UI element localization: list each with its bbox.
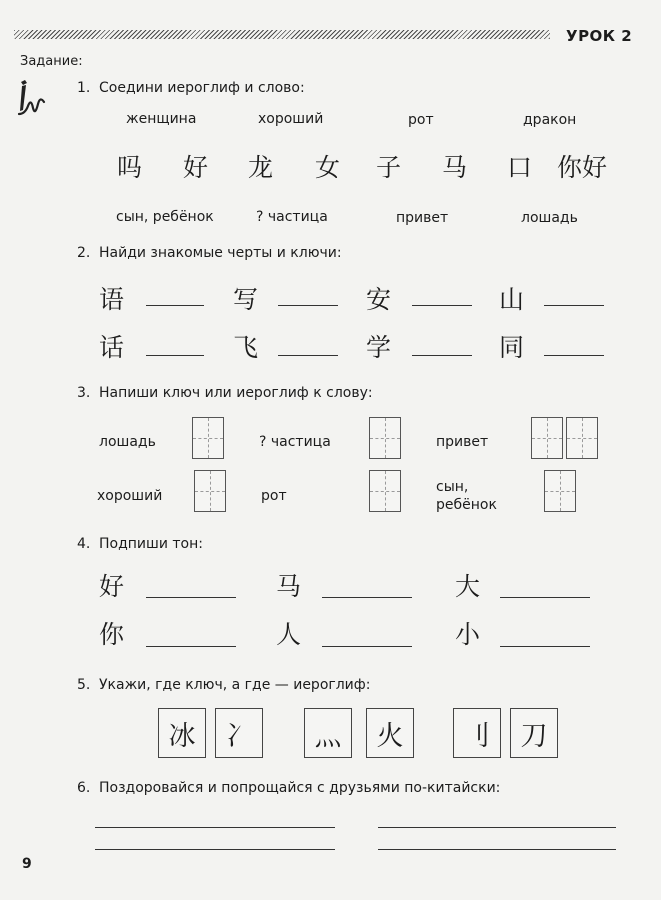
writing-cell[interactable]	[192, 417, 224, 459]
hanzi-yu: 语	[99, 285, 125, 314]
hanzi-da-tone: 大	[455, 572, 481, 601]
answer-line[interactable]	[322, 646, 412, 647]
answer-line[interactable]	[412, 305, 472, 306]
hanzi-zi: 子	[376, 153, 402, 182]
radical-box-fire[interactable]: 灬	[304, 708, 352, 758]
answer-line[interactable]	[278, 305, 338, 306]
hanzi-shan: 山	[499, 285, 525, 314]
answer-line[interactable]	[95, 827, 335, 828]
task-3-title: 3. Напиши ключ или иероглиф к слову:	[77, 385, 373, 401]
hanzi-an: 安	[366, 285, 392, 314]
task-5-title: 5. Укажи, где ключ, а где — иероглиф:	[77, 677, 371, 693]
label-good: хороший	[97, 488, 163, 504]
label-mouth: рот	[261, 488, 287, 504]
character-box-dao[interactable]: 刀	[510, 708, 558, 758]
word-horse: лошадь	[521, 210, 578, 226]
hanzi-ma-question: 吗	[117, 153, 143, 182]
hanzi-kou: 口	[507, 153, 533, 182]
label-son: сын,	[436, 479, 469, 495]
hanzi-xie: 写	[233, 285, 259, 314]
section-label: Задание:	[20, 54, 83, 69]
word-woman: женщина	[126, 111, 197, 127]
answer-line[interactable]	[500, 597, 590, 598]
character-box-huo[interactable]: 火	[366, 708, 414, 758]
header-hatch-divider	[14, 30, 550, 39]
answer-line[interactable]	[378, 849, 616, 850]
label-hello: привет	[436, 434, 489, 450]
hanzi-ma-horse: 马	[442, 153, 468, 182]
page-number: 9	[22, 856, 32, 872]
writing-cell[interactable]	[544, 470, 576, 512]
hanzi-ren-tone: 人	[276, 620, 302, 649]
hanzi-tong: 同	[499, 333, 525, 362]
hanzi-nv: 女	[315, 153, 341, 182]
writing-cell[interactable]	[369, 470, 401, 512]
word-particle: ? частица	[256, 209, 328, 225]
answer-line[interactable]	[322, 597, 412, 598]
writing-cell[interactable]	[531, 417, 563, 459]
hanzi-fei: 飞	[233, 333, 259, 362]
label-horse: лошадь	[99, 434, 156, 450]
word-dragon: дракон	[523, 112, 577, 128]
task-2-title: 2. Найди знакомые черты и ключи:	[77, 245, 342, 261]
word-good: хороший	[258, 111, 324, 127]
lesson-title: УРОК 2	[566, 27, 633, 45]
character-box-bing[interactable]: 冰	[158, 708, 206, 758]
word-son-child: сын, ребёнок	[116, 209, 214, 225]
writing-cell[interactable]	[369, 417, 401, 459]
answer-line[interactable]	[544, 355, 604, 356]
writing-cell[interactable]	[566, 417, 598, 459]
word-mouth: рот	[408, 112, 434, 128]
word-hello: привет	[396, 210, 449, 226]
hanzi-ni-tone: 你	[99, 620, 125, 649]
writing-cell[interactable]	[194, 470, 226, 512]
hanzi-hua: 话	[99, 333, 125, 362]
task-1-title: 1. Соедини иероглиф и слово:	[77, 80, 305, 96]
answer-line[interactable]	[378, 827, 616, 828]
answer-line[interactable]	[278, 355, 338, 356]
answer-line[interactable]	[544, 305, 604, 306]
answer-line[interactable]	[146, 646, 236, 647]
answer-line[interactable]	[146, 597, 236, 598]
hanzi-xiao-tone: 小	[455, 620, 481, 649]
answer-line[interactable]	[146, 305, 204, 306]
hanzi-nihao: 你好	[557, 153, 608, 182]
label-particle: ? частица	[259, 434, 331, 450]
label-child: ребёнок	[436, 497, 497, 513]
radical-box-ice[interactable]: 冫	[215, 708, 263, 758]
answer-line[interactable]	[146, 355, 204, 356]
answer-line[interactable]	[412, 355, 472, 356]
hanzi-long: 龙	[248, 153, 274, 182]
hanzi-hao-tone: 好	[99, 572, 125, 601]
hanzi-ma-tone: 马	[276, 572, 302, 601]
hanzi-xue: 学	[366, 333, 392, 362]
answer-line[interactable]	[500, 646, 590, 647]
radical-box-knife[interactable]: 刂	[453, 708, 501, 758]
task-4-title: 4. Подпиши тон:	[77, 536, 203, 552]
answer-line[interactable]	[95, 849, 335, 850]
pen-writing-icon	[16, 78, 46, 120]
hanzi-hao: 好	[183, 153, 209, 182]
task-6-title: 6. Поздоровайся и попрощайся с друзьями по-китайски:	[77, 780, 501, 796]
